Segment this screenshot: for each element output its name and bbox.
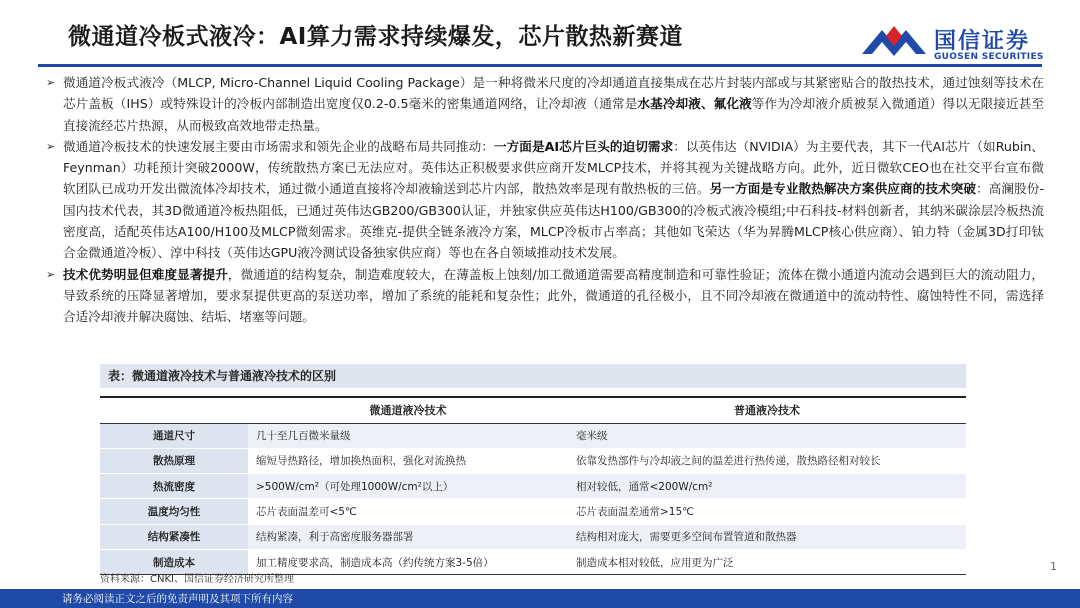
table-cell: 芯片表面温差可<5℃ xyxy=(248,499,568,524)
arrow-bullet-icon: ➢ xyxy=(46,267,56,281)
paragraph-bold-text: 另一方面是专业散热解决方案供应商的技术突破 xyxy=(709,181,977,197)
guosen-logo xyxy=(860,22,1060,66)
paragraph-text: ：以英伟达（NVIDIA）为主要代表，其下一代AI芯片（如Rubin、Feynman）功耗预计突破2000W，传统散热方案已无法应对。英伟达正积极要求供应商开发MLCP技术，并将其视为关键战略方向。此外，近日微软CEO也在社交平台宣布微软团队已成功开发出微流体冷却技术，通过微小通道直接将冷却液输送到芯片内部，散热效率是现有散热板的三倍。 xyxy=(63,138,1045,197)
table-row xyxy=(100,499,966,524)
row-label: 制造成本 xyxy=(100,549,248,574)
header-divider xyxy=(38,64,1042,67)
table-cell: 芯片表面温差通常>15℃ xyxy=(568,499,966,524)
paragraph-3 xyxy=(44,264,1044,328)
table-cell: 结构紧凑，利于高密度服务器部署 xyxy=(248,524,568,549)
row-label: 结构紧凑性 xyxy=(100,524,248,549)
paragraph-2 xyxy=(44,136,1044,264)
table-row xyxy=(100,524,966,549)
paragraph-bold-text: 一方面是AI芯片巨头的迫切需求 xyxy=(493,138,674,154)
table-cell: 相对较低，通常<200W/cm² xyxy=(568,474,966,499)
guosen-logo-mark-icon xyxy=(860,24,928,58)
logo-text-cn: 国信证券 xyxy=(934,29,1031,54)
table-header-cell: 微通道液冷技术 xyxy=(248,397,568,423)
paragraph-bold-text: 技术优势明显但难度显著提升 xyxy=(63,266,228,282)
paragraph-bold-text: 水基冷却液、氟化液 xyxy=(637,96,752,112)
row-label: 温度均匀性 xyxy=(100,499,248,524)
table-header-cell: 普通液冷技术 xyxy=(568,397,966,423)
table-cell: >500W/cm²（可处理1000W/cm²以上） xyxy=(248,474,568,499)
disclaimer-text: 请务必阅读正文之后的免责声明及其项下所有内容 xyxy=(62,593,293,605)
table-cell: 依靠发热部件与冷却液之间的温差进行热传递，散热路径相对较长 xyxy=(568,448,966,473)
table-cell: 制造成本相对较低，应用更为广泛 xyxy=(568,549,966,574)
paragraph-text: 微通道冷板技术的快速发展主要由市场需求和领先企业的战略布局共同推动： xyxy=(63,138,494,154)
paragraph-1 xyxy=(44,72,1044,136)
table-cell: 结构相对庞大，需要更多空间布置管道和散热器 xyxy=(568,524,966,549)
table-row xyxy=(100,474,966,499)
table-cell: 几十至几百微米量级 xyxy=(248,423,568,448)
body-content xyxy=(44,72,1044,328)
footer-bar xyxy=(0,589,1080,608)
row-label: 散热原理 xyxy=(100,448,248,473)
paragraph-text: ，微通道的结构复杂，制造难度较大，在薄盖板上蚀刻/加工微通道需要高精度制造和可靠性验证；流体在微小通道内流动会遇到巨大的流动阻力，导致系统的压降显著增加，要求泵提供更高的泵送功率，增加了系统的能耗和复杂性；此外，微通道的孔径极小，且不同冷却液在微通道中的流动特性、腐蚀特性不同，需选择合适冷却液并解决腐蚀、结垢、堵塞等问题。 xyxy=(63,266,1044,325)
row-label: 热流密度 xyxy=(100,474,248,499)
table-header-cell xyxy=(100,397,248,423)
table-row xyxy=(100,423,966,448)
paragraph-text: ：高澜股份-国内技术代表，其3D微通道冷板热阻低，已通过英伟达GB200/GB300认证，并独家供应英伟达H100/GB300的冷板式液冷模组;中石科技-材料创新者，其纳米碳涂层冷板热流密度高，适配英伟达A100/H100及MLCP微刻需求。英维克-提供全链条液冷方案，MLCP冷板市占率高；其他如飞荣达（华为昇腾MLCP核心供应商）、铂力特（金属3D打印钛合金微通道冷板）、淳中科技（英伟达GPU液冷测试设备独家供应商）等也在各自领域推动技术发展。 xyxy=(63,181,1045,261)
table-cell: 加工精度要求高，制造成本高（约传统方案3-5倍） xyxy=(248,549,568,574)
page-number: 1 xyxy=(1050,560,1057,573)
page-title: 微通道冷板式液冷：AI算力需求持续爆发，芯片散热新赛道 xyxy=(68,24,683,50)
row-label: 通道尺寸 xyxy=(100,423,248,448)
arrow-bullet-icon: ➢ xyxy=(46,139,56,153)
logo-text-en: GUOSEN SECURITIES xyxy=(934,52,1044,62)
source-note: 资料来源：CNKI、国信证券经济研究所整理 xyxy=(100,574,294,585)
table-caption: 表：微通道液冷技术与普通液冷技术的区别 xyxy=(100,364,966,388)
table-cell: 缩短导热路径，增加换热面积，强化对流换热 xyxy=(248,448,568,473)
table-row xyxy=(100,448,966,473)
slide-header xyxy=(0,0,1080,66)
comparison-table xyxy=(100,396,966,575)
table-header-row xyxy=(100,397,966,423)
arrow-bullet-icon: ➢ xyxy=(46,76,56,89)
table-cell: 毫米级 xyxy=(568,423,966,448)
comparison-table-section xyxy=(100,364,966,575)
paragraph-text: 微通道冷板式液冷（MLCP, Micro-Channel Liquid Cooling Package）是一种将微米尺度的冷却通道直接集成在芯片封装内部或与其紧密贴合的散热技术，通过蚀刻等技术在芯片盖板（IHS）或特殊设计的冷板内部制造出宽度仅0.2-0.5毫米的密集通道网络，让冷却液（通常是 xyxy=(63,75,1044,112)
paragraph-text: 等作为冷却液介质被泵入微通道）得以无限接近甚至直接流经芯片热源，从而极致高效地带走热量。 xyxy=(63,96,1045,133)
